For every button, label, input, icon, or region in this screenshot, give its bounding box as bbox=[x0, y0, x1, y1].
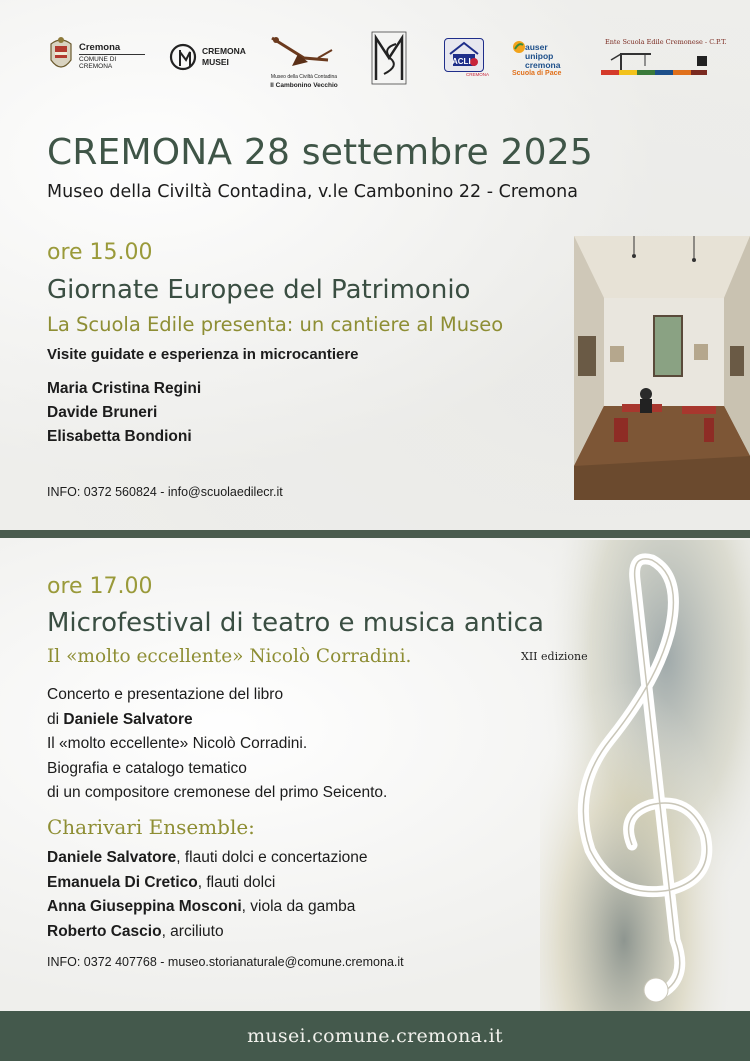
logos-strip bbox=[0, 28, 750, 98]
roster-name: Daniele Salvatore bbox=[47, 849, 177, 866]
event2-description bbox=[47, 683, 387, 806]
desc-line: di un compositore cremonese del primo Seicento. bbox=[47, 784, 388, 801]
logo-auser-line1: auser bbox=[525, 42, 548, 52]
event1-subtitle: La Scuola Edile presenta: un cantiere al Museo bbox=[47, 313, 504, 336]
logo-auser bbox=[512, 38, 572, 84]
roster-role: , arciliuto bbox=[161, 922, 224, 940]
event2-title: Microfestival di teatro e musica antica bbox=[47, 608, 544, 638]
event1-time: ore 15.00 bbox=[47, 240, 153, 265]
logo-museo-contadina bbox=[262, 32, 344, 94]
logo-acli-text: ACLI bbox=[452, 57, 471, 66]
logo-acli bbox=[444, 38, 490, 78]
event1-person: Davide Bruneri bbox=[47, 404, 158, 421]
event2-subtitle: Il «molto eccellente» Nicolò Corradini. bbox=[47, 646, 412, 667]
logo-museo-line2: Il Cambonino Vecchio bbox=[270, 82, 338, 89]
edition-label: XII edizione bbox=[521, 650, 588, 663]
logo-monogram bbox=[370, 30, 408, 86]
logo-auser-line4: Scuola di Pace bbox=[512, 70, 562, 77]
museum-room-image bbox=[574, 236, 750, 500]
desc-prefix: di bbox=[47, 710, 64, 728]
section-divider bbox=[0, 530, 750, 538]
logo-ente-text: Ente Scuola Edile Cremonese - C.P.T. bbox=[605, 38, 727, 46]
roster-item bbox=[47, 871, 368, 896]
roster-role: , flauti dolci bbox=[197, 873, 276, 891]
roster-item bbox=[47, 895, 368, 920]
footer-band bbox=[0, 1011, 750, 1061]
roster-item bbox=[47, 846, 368, 871]
poster-title: CREMONA 28 settembre 2025 bbox=[47, 132, 593, 173]
logo-city-sub: COMUNE DI CREMONA bbox=[79, 56, 117, 70]
crane-icon bbox=[601, 48, 709, 76]
auser-leaf-icon bbox=[512, 40, 526, 54]
roster-item bbox=[47, 920, 368, 945]
event2-info: INFO: 0372 407768 - museo.storianaturale@comune.cremona.it bbox=[47, 955, 404, 969]
logo-musei-line2: MUSEI bbox=[202, 57, 229, 67]
event1-people bbox=[47, 377, 201, 449]
cm-monogram-icon bbox=[168, 42, 198, 72]
treble-clef-icon bbox=[540, 540, 750, 1011]
roster-name: Emanuela Di Cretico bbox=[47, 873, 198, 891]
treble-clef-art bbox=[540, 540, 750, 1011]
event1-person: Maria Cristina Regini bbox=[47, 380, 202, 397]
logo-cremona-musei bbox=[168, 40, 258, 74]
logo-auser-line2: unipop bbox=[525, 51, 554, 61]
roster-role: , flauti dolci e concertazione bbox=[176, 849, 368, 866]
ms-monogram-icon bbox=[370, 30, 408, 86]
logo-rule bbox=[79, 54, 145, 55]
logo-city-name: Cremona bbox=[79, 42, 121, 53]
logo-auser-line3: cremona bbox=[525, 60, 561, 70]
event2-time: ore 17.00 bbox=[47, 574, 153, 599]
ensemble-roster bbox=[47, 846, 368, 944]
desc-line: Biografia e catalogo tematico bbox=[47, 759, 247, 777]
roster-name: Roberto Cascio bbox=[47, 922, 162, 940]
event1-description: Visite guidate e esperienza in microcantiere bbox=[47, 346, 359, 363]
logo-acli-sub: CREMONA bbox=[466, 72, 490, 77]
roster-name: Anna Giuseppina Mosconi bbox=[47, 898, 242, 915]
logo-musei-line1: CREMONA bbox=[202, 46, 246, 56]
author-name: Daniele Salvatore bbox=[63, 710, 193, 728]
logo-museo-line1: Museo della Civiltà Contadina bbox=[270, 74, 338, 80]
desc-line: Il «molto eccellente» Nicolò Corradini. bbox=[47, 735, 308, 752]
plough-icon bbox=[268, 32, 338, 68]
logo-comune-cremona bbox=[46, 36, 146, 76]
coat-of-arms-icon bbox=[46, 36, 76, 76]
desc-line: Concerto e presentazione del libro bbox=[47, 686, 284, 703]
desc-line bbox=[47, 708, 387, 733]
museum-room-photo bbox=[574, 236, 750, 500]
event1-info: INFO: 0372 560824 - info@scuolaedilecr.it bbox=[47, 485, 283, 499]
footer-url[interactable]: musei.comune.cremona.it bbox=[247, 1025, 503, 1047]
acli-house-icon bbox=[444, 38, 484, 72]
ensemble-title: Charivari Ensemble: bbox=[47, 815, 255, 839]
venue-address: Museo della Civiltà Contadina, v.le Cambonino 22 - Cremona bbox=[47, 182, 578, 202]
roster-role: , viola da gamba bbox=[241, 898, 356, 915]
event1-person: Elisabetta Bondioni bbox=[47, 428, 192, 445]
event1-title: Giornate Europee del Patrimonio bbox=[47, 275, 471, 305]
logo-ente-scuola-edile bbox=[601, 38, 727, 78]
